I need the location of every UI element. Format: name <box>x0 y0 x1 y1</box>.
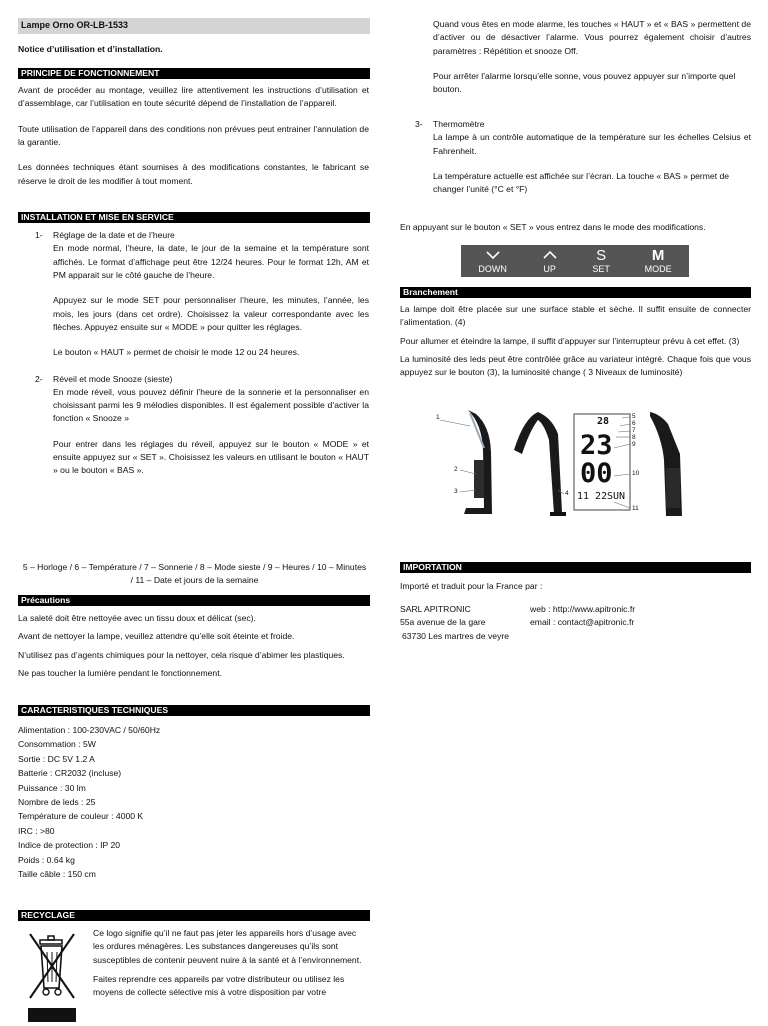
company-name: SARL APITRONIC <box>400 604 471 614</box>
spec-item: Température de couleur : 4000 K <box>18 811 144 822</box>
key-label: UP <box>543 264 556 274</box>
precaution-paragraph: N’utilisez pas d’agents chimiques pour la nettoyer, cela risque d’abimer les plastiques. <box>18 649 345 660</box>
callout-7: 7 <box>632 427 636 434</box>
section-thermometre <box>415 118 751 197</box>
item-paragraph: En mode réveil, vous pouvez définir l’heure de la sonnerie et la personnaliser en choisissant parmi les 9 mélodies disponibles. Il est également possible d’activer la fonction « Snooze » <box>53 386 369 424</box>
recyclage-paragraph: Ce logo signifie qu’il ne faut pas jeter les appareils hors d’usage avec les ordures ménagères. Les substances dangereuses qu’ils sont susceptibles de contenir peuvent nuire à la santé et à l’environnement. <box>93 928 362 965</box>
item-paragraph: La température actuelle est affichée sur l’écran. La touche « BAS » permet de changer l’unité (°C et °F) <box>433 170 730 195</box>
lcd-temperature: 28 <box>597 416 610 427</box>
item-title: Réveil et mode Snooze (sieste) <box>53 373 173 384</box>
principe-paragraph: Toute utilisation de l’appareil dans des conditions non prévues peut entrainer l’annulation de la garantie. <box>18 123 369 147</box>
section-precautions <box>18 612 369 680</box>
key-symbol: M <box>651 247 665 264</box>
item-title: Thermomètre <box>433 119 485 129</box>
key-mode <box>645 248 672 274</box>
item-title: Réglage de la date et de l’heure <box>53 230 175 240</box>
key-symbol: S <box>596 247 607 264</box>
section-heading-branchement: Branchement <box>400 287 751 298</box>
key-label: MODE <box>644 264 672 274</box>
alarm-paragraph: Pour arrêter l’alarme lorsqu’elle sonne, vous pouvez appuyer sur n’importe quel bouton. <box>433 70 736 95</box>
spec-item: Sortie : DC 5V 1.2 A <box>18 753 95 764</box>
item-number: 1- <box>35 230 43 240</box>
callout-4: 4 <box>565 490 569 497</box>
callout-1: 1 <box>436 414 440 421</box>
item-number: 2- <box>35 373 43 384</box>
branchement-paragraph: La lampe doit être placée sur une surface stable et sèche. Il suffit ensuite de connecter l’alimentation. (4) <box>400 304 751 328</box>
spec-item: Consommation : 5W <box>18 739 96 750</box>
callout-8: 8 <box>632 434 636 441</box>
section-recyclage <box>93 927 368 1000</box>
precaution-paragraph: Avant de nettoyer la lampe, veuillez attendre qu’elle soit éteinte et froide. <box>18 631 295 642</box>
callout-3: 3 <box>454 488 458 495</box>
section-heading-importation: IMPORTATION <box>400 562 751 573</box>
spec-item: Nombre de leds : 25 <box>18 797 96 808</box>
lcd-hours: 23 <box>580 430 613 461</box>
spec-item: Taille câble : 150 cm <box>18 869 96 880</box>
lcd-day: SUN <box>607 491 626 502</box>
item-paragraph: En mode normal, l’heure, la date, le jour de la semaine et la température sont affichés. Le format d’affichage peut être 12/24 heures. Pour le format 12h, AM et PM apparait sur le côté gauche de l’heure. <box>53 243 369 280</box>
lamp-side-view <box>514 412 566 516</box>
spec-item: Puissance : 30 lm <box>18 782 86 793</box>
callout-2: 2 <box>454 466 458 473</box>
import-contact <box>530 603 750 630</box>
crossed-bin-icon <box>26 930 78 1022</box>
import-address <box>400 603 540 643</box>
callout-10: 10 <box>632 470 640 477</box>
callout-11: 11 <box>632 505 639 512</box>
branchement-paragraph: La luminosité des leds peut être contrôlée grâce au variateur intégré. Chaque fois que vous appuyez sur le bouton (3), la luminosité change ( 3 Niveaux de luminosité) <box>400 353 751 378</box>
item-paragraph: Appuyez sur le mode SET pour personnaliser l’heure, les minutes, l’année, les mois, les jours (dans cet ordre). Choisissez la valeur correspondante avec les flèches. Appuyez ensuite sur « MODE » pour quitter les réglages. <box>53 295 369 332</box>
key-label: SET <box>592 264 610 274</box>
key-label: DOWN <box>478 264 507 274</box>
principe-paragraph: Avant de procéder au montage, veuillez lire attentivement les instructions d’utilisation et d’assemblage, car l’utilisation en toute sécurité dépend de l’installation de l’appareil. <box>18 85 369 109</box>
chevron-down-icon <box>485 248 501 265</box>
spec-item: IRC : >80 <box>18 825 55 836</box>
list-item <box>415 118 751 197</box>
precaution-paragraph: Ne pas toucher la lumière pendant le fonctionnement. <box>18 667 222 678</box>
address-line: 63730 Les martres de veyre <box>402 630 510 641</box>
section-installation <box>35 229 369 478</box>
weee-logo <box>26 930 78 1022</box>
product-figure <box>434 404 718 522</box>
list-item <box>35 373 369 478</box>
figure-legend: 5 – Horloge / 6 – Température / 7 – Sonnerie / 8 – Mode sieste / 9 – Heures / 10 – Minutes / 11 – Date et jours de la semaine <box>22 562 367 586</box>
section-heading-principe: PRINCIPE DE FONCTIONNEMENT <box>18 68 370 79</box>
document-title: Lampe Orno OR-LB-1533 <box>18 18 370 34</box>
document-subtitle: Notice d’utilisation et d’installation. <box>18 44 163 54</box>
principe-paragraph: Les données techniques étant soumises à des modifications constantes, le fabricant se réserve le droit de les modifier à tout moment. <box>18 162 369 186</box>
precaution-paragraph: La saleté doit être nettoyée avec un tissu doux et délicat (sec). <box>18 613 256 623</box>
section-heading-caracteristiques: CARACTERISTIQUES TECHNIQUES <box>18 705 370 716</box>
item-paragraph: Pour entrer dans les réglages du réveil, appuyez sur le bouton « MODE » et ensuite appuyez sur « SET ». Choisissez les valeurs en utilisant le bouton « HAUT » ou le bouton « BAS ». <box>53 438 369 476</box>
recyclage-paragraph: Faites reprendre ces appareils par votre distributeur ou utilisez les moyens de collecte sélective mis à votre disposition par votre <box>93 973 345 998</box>
chevron-up-icon <box>542 248 558 265</box>
spec-item: Poids : 0.64 kg <box>18 854 75 865</box>
address-line: 55a avenue de la gare <box>400 617 486 628</box>
item-paragraph: La lampe à un contrôle automatique de la température sur les échelles Celsius et Fahrenheit. <box>433 132 751 156</box>
spec-item: Batterie : CR2032 (incluse) <box>18 768 122 779</box>
lamp-three-quarter-view <box>650 412 682 516</box>
key-set <box>592 248 610 274</box>
keypad-image <box>461 245 689 277</box>
list-item <box>35 229 369 360</box>
web-link[interactable]: web : http://www.apitronic.fr <box>530 604 636 614</box>
lcd-minutes: 00 <box>580 458 613 489</box>
section-principe <box>18 84 369 188</box>
item-paragraph: Le bouton « HAUT » permet de choisir le mode 12 ou 24 heures. <box>53 347 300 358</box>
callout-9: 9 <box>632 441 636 448</box>
spec-item: Indice de protection : IP 20 <box>18 840 121 851</box>
spec-item: Alimentation : 100-230VAC / 50/60Hz <box>18 725 161 735</box>
item-number: 3- <box>415 119 423 129</box>
email-link[interactable]: email : contact@apitronic.fr <box>530 617 635 628</box>
spec-list <box>18 723 368 881</box>
lcd-date: 11 22 <box>577 491 608 502</box>
section-alarm-continued <box>433 18 751 97</box>
key-up <box>542 248 558 274</box>
key-down <box>478 248 507 274</box>
section-branchement <box>400 303 751 380</box>
callout-5: 5 <box>632 413 636 420</box>
branchement-paragraph: Pour allumer et éteindre la lampe, il suffit d’appuyer sur l’interrupteur prévu à cet effet. (3) <box>400 335 740 346</box>
section-heading-precautions: Précautions <box>18 595 370 606</box>
alarm-paragraph: Quand vous êtes en mode alarme, les touches « HAUT » et « BAS » permettent de d’activer ou de désactiver l’alarme. Vous pourrez également choisir d’autres paramètres : Répétition et snooze Off. <box>433 19 751 56</box>
set-instruction: En appuyant sur le bouton « SET » vous entrez dans le mode des modifications. <box>400 222 706 232</box>
callout-6: 6 <box>632 420 636 427</box>
import-intro: Importé et traduit pour la France par : <box>400 581 543 591</box>
section-heading-recyclage: RECYCLAGE <box>18 910 370 921</box>
section-heading-installation: INSTALLATION ET MISE EN SERVICE <box>18 212 370 223</box>
